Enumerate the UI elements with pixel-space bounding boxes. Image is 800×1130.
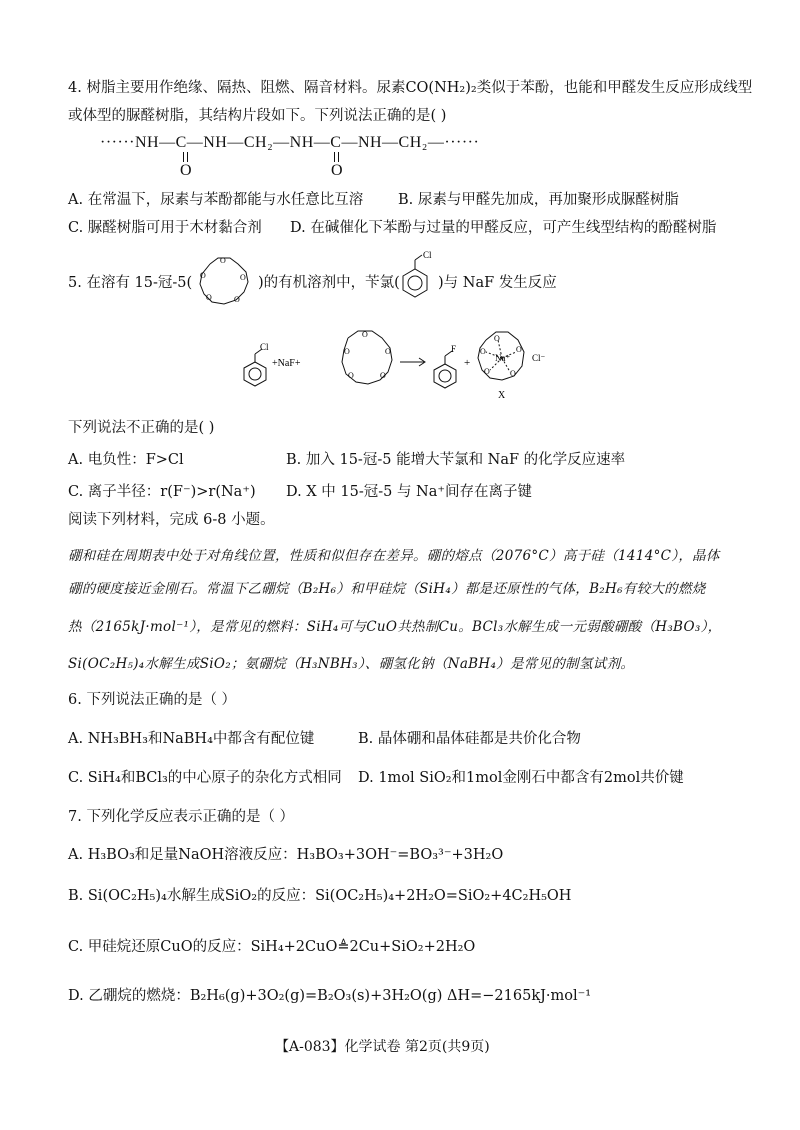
crown-ether-inline-diagram [190,250,260,314]
q6-option-b: B. 晶体硼和晶体硅都是共价化合物 [358,731,581,747]
svg-text:O: O [206,293,212,302]
crown-ether-reaction-scheme [240,320,580,412]
q4-option-c: C. 脲醛树脂可用于木材黏合剂 [68,220,262,236]
q7-option-a: A. H₃BO₃和足量NaOH溶液反应：H₃BO₃+3OH⁻=BO₃³⁻+3H₂O [68,847,504,863]
q6-stem: 6. 下列说法正确的是（ ） [68,692,237,708]
q4-option-a: A. 在常温下，尿素与苯酚都能与水任意比互溶 [68,192,364,208]
svg-text:O: O [480,347,486,356]
q5-stem-part2: )的有机溶剂中，苄氯( [258,275,400,291]
q7-option-d: D. 乙硼烷的燃烧：B₂H₆(g)+3O₂(g)=B₂O₃(s)+3H₂O(g) ΔH=−2165kJ·mol⁻¹ [68,988,592,1004]
svg-text:O: O [200,271,206,280]
svg-text:Cl: Cl [260,342,269,352]
svg-text:Cl: Cl [423,250,432,260]
svg-text:O: O [348,371,354,380]
reading-line-4: Si(OC₂H₅)₄水解生成SiO₂；氨硼烷（H₃NBH₃）、硼氢化钠（NaBH₄）是常见的制氢试剂。 [68,656,635,672]
benzene-ring-2 [434,364,456,388]
q5-option-b: B. 加入 15-冠-5 能增大苄氯和 NaF 的化学反应速率 [286,452,626,468]
benzyl-chloride-inline-diagram [388,248,438,306]
carbonyl-oxygen-1: O [180,162,193,179]
q4-option-d: D. 在碱催化下苯酚与过量的甲醛反应，可产生线型结构的酚醛树脂 [290,220,717,236]
urea-resin-chain [100,134,479,152]
benzene-ring-1 [244,362,266,386]
svg-text:O: O [510,369,516,378]
chloride-ion-label: Cl⁻ [532,353,546,363]
q4-stem-line2: 或体型的脲醛树脂，其结构片段如下。下列说法正确的是( ) [68,108,447,124]
svg-text:O: O [234,295,240,304]
carbonyl-oxygen-2: O [331,162,344,179]
rx-plus-naf: +NaF+ [272,358,301,369]
svg-text:O: O [240,273,246,282]
rx-plus-2: + [464,357,471,369]
q5-option-c: C. 离子半径：r(F⁻)>r(Na⁺) [68,484,256,500]
svg-text:O: O [516,345,522,354]
q5-stem-part1: 5. 在溶有 15-冠-5( [68,275,193,291]
q6-option-c: C. SiH₄和BCl₃的中心原子的杂化方式相同 [68,770,342,786]
crown-o-atom: O [220,256,226,265]
q4-stem-line1: 4. 树脂主要用作绝缘、隔热、阻燃、隔音材料。尿素CO(NH₂)₂类似于苯酚，也能和甲醛发生反应形成线型 [68,80,753,96]
reading-intro: 阅读下列材料，完成 6-8 小题。 [68,512,275,528]
q5-option-a: A. 电负性：F>Cl [68,452,184,468]
reading-line-2: 硼的硬度接近金刚石。常温下乙硼烷（B₂H₆）和甲硅烷（SiH₄）都是还原性的气体，B₂H₆有较大的燃烧 [68,581,706,597]
svg-text:O: O [362,330,368,339]
q5-option-d: D. X 中 15-冠-5 与 Na⁺间存在离子键 [286,484,533,500]
sodium-ion-label: Na⁺ [495,353,511,363]
urea-resin-chain-text: ······NH—C—NH—CH₂—NH—C—NH—CH₂—······ [100,134,480,151]
carbonyl-double-bond-2 [334,152,339,162]
svg-text:O: O [344,347,350,356]
svg-text:O: O [484,367,490,376]
svg-text:O: O [385,347,391,356]
q7-option-c: C. 甲硅烷还原CuO的反应：SiH₄+2CuO≜2Cu+SiO₂+2H₂O [68,939,476,955]
svg-text:O: O [494,334,500,343]
reading-line-1: 硼和硅在周期表中处于对角线位置，性质和似但存在差异。硼的熔点（2076°C）高于硅（1414°C），晶体 [68,548,720,564]
page-footer: 【A-083】化学试卷 第2页(共9页) [275,1039,490,1055]
q5-question: 下列说法不正确的是( ) [68,420,215,436]
q5-stem-part3: )与 NaF 发生反应 [438,275,557,291]
q7-option-b: B. Si(OC₂H₅)₄水解生成SiO₂的反应：Si(OC₂H₅)₄+2H₂O=SiO₂+4C₂H₅OH [68,888,572,904]
reading-line-3: 热（2165kJ·mol⁻¹），是常见的燃料：SiH₄可与CuO共热制Cu。BCl₃水解生成一元弱酸硼酸（H₃BO₃）， [68,619,722,635]
q6-option-a: A. NH₃BH₃和NaBH₄中都含有配位键 [68,731,315,747]
carbonyl-double-bond-1 [183,152,188,162]
svg-text:F: F [451,344,457,354]
q4-option-b: B. 尿素与甲醛先加成，再加聚形成脲醛树脂 [398,192,679,208]
complex-x-label: X [498,390,506,401]
svg-text:O: O [380,371,386,380]
q6-option-d: D. 1mol SiO₂和1mol金刚石中都含有2mol共价键 [358,770,684,786]
q7-stem: 7. 下列化学反应表示正确的是（ ） [68,809,295,825]
